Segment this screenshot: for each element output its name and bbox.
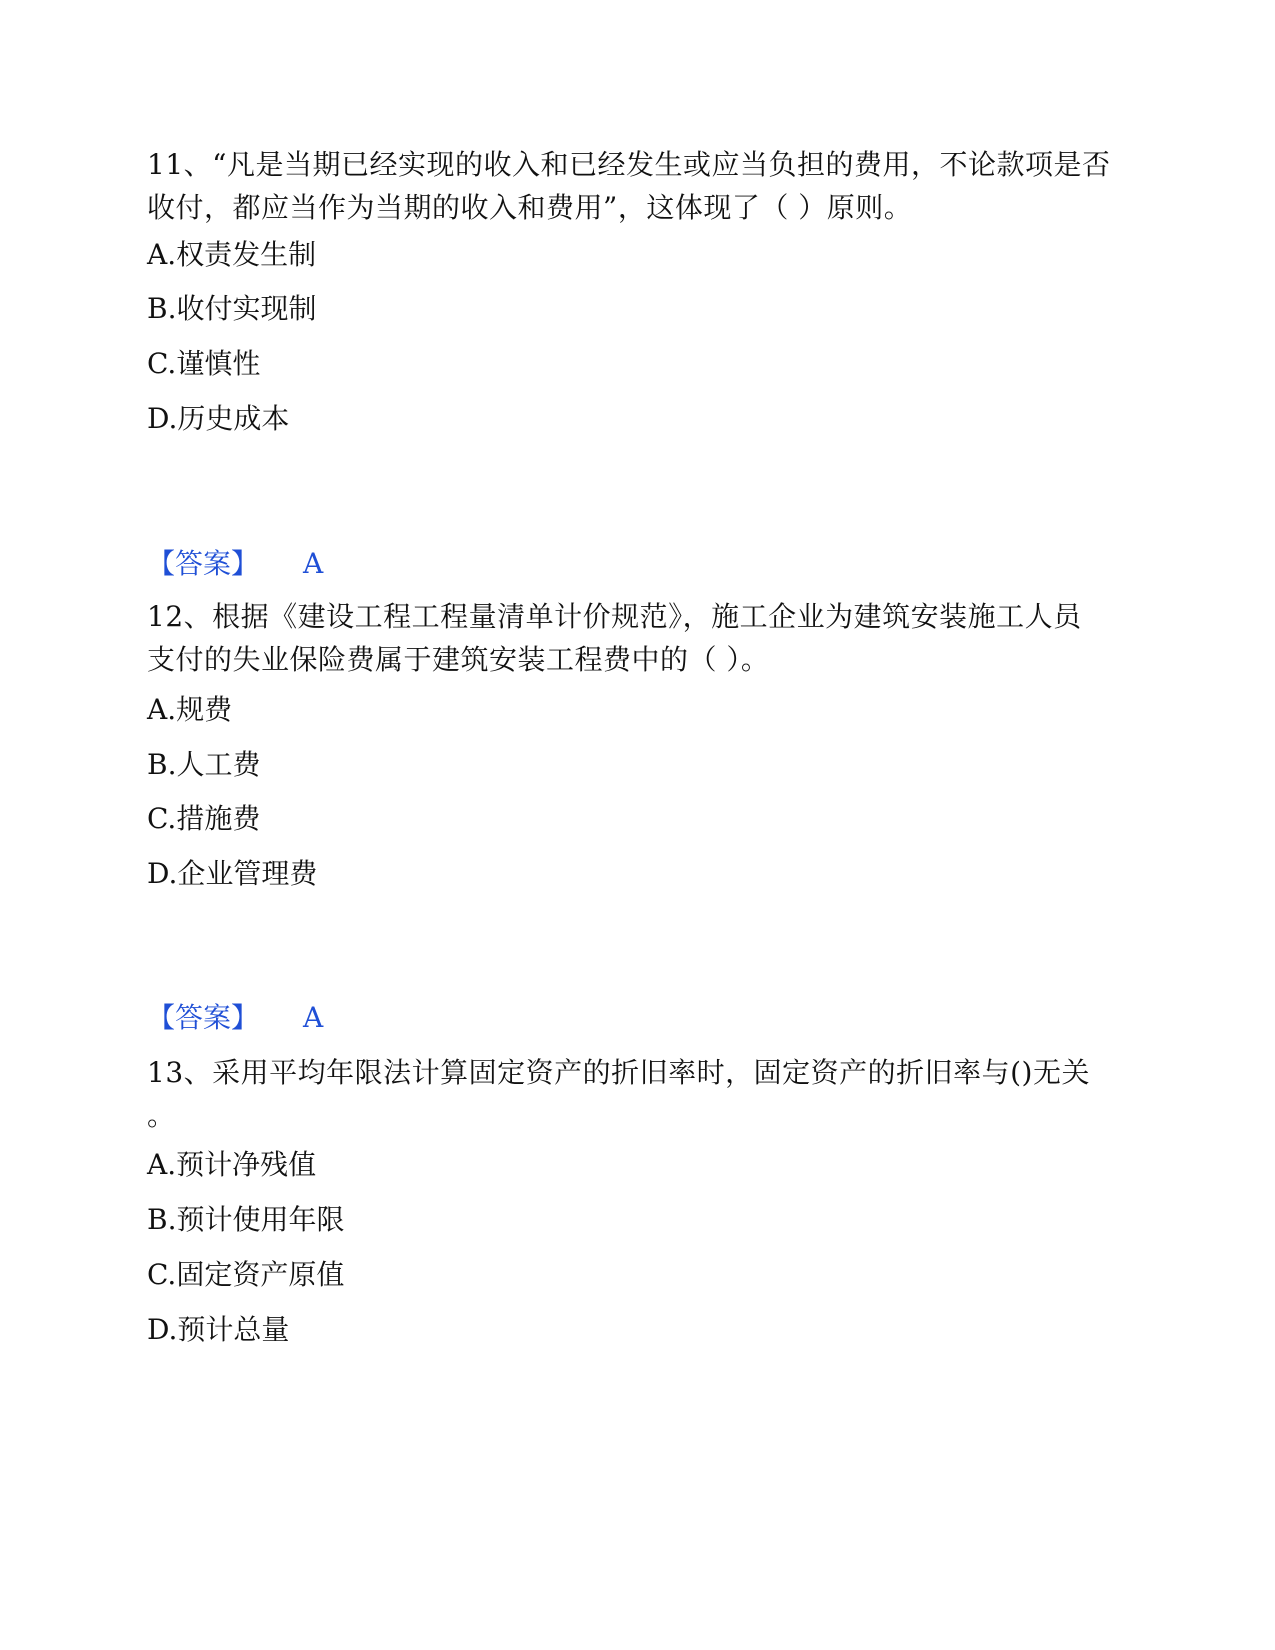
question-12-option-a: A.规费: [147, 693, 233, 726]
answer-11-value: A: [303, 547, 324, 580]
question-13-stem: [147, 1051, 1137, 1137]
question-13-option-d: D.预计总量: [147, 1313, 290, 1346]
question-12-option-c: C.措施费: [147, 802, 261, 835]
question-13-option-c: C.固定资产原值: [147, 1258, 345, 1291]
question-12-stem: [147, 595, 1137, 681]
answer-12: [147, 1000, 323, 1036]
question-11-option-b: B.收付实现制: [147, 292, 317, 325]
question-12-option-d: D.企业管理费: [147, 857, 318, 890]
question-13-option-b: B.预计使用年限: [147, 1203, 345, 1236]
question-11-stem: [147, 143, 1137, 229]
question-11-option-a: A.权责发生制: [147, 238, 317, 271]
question-12-option-b: B.人工费: [147, 748, 261, 781]
answer-12-value: A: [303, 1001, 324, 1034]
answer-12-label: 【答案】: [147, 1001, 260, 1034]
question-11-stem-line-1: 11、“凡是当期已经实现的收入和已经发生或应当负担的费用，不论款项是否: [147, 148, 1111, 181]
answer-11: [147, 546, 323, 582]
question-12-stem-line-2: 支付的失业保险费属于建筑安装工程费中的（ ）。: [147, 643, 770, 676]
question-13-stem-line-2: 。: [147, 1099, 176, 1132]
question-11-option-c: C.谨慎性: [147, 347, 261, 380]
question-11-option-d: D.历史成本: [147, 402, 290, 435]
answer-11-label: 【答案】: [147, 547, 260, 580]
question-12-stem-line-1: 12、根据《建设工程工程量清单计价规范》，施工企业为建筑安装施工人员: [147, 600, 1082, 633]
question-11-stem-line-2: 收付，都应当作为当期的收入和费用”，这体现了（ ）原则。: [147, 191, 913, 224]
question-13-option-a: A.预计净残值: [147, 1148, 317, 1181]
question-13-stem-line-1: 13、采用平均年限法计算固定资产的折旧率时，固定资产的折旧率与()无关: [147, 1056, 1090, 1089]
